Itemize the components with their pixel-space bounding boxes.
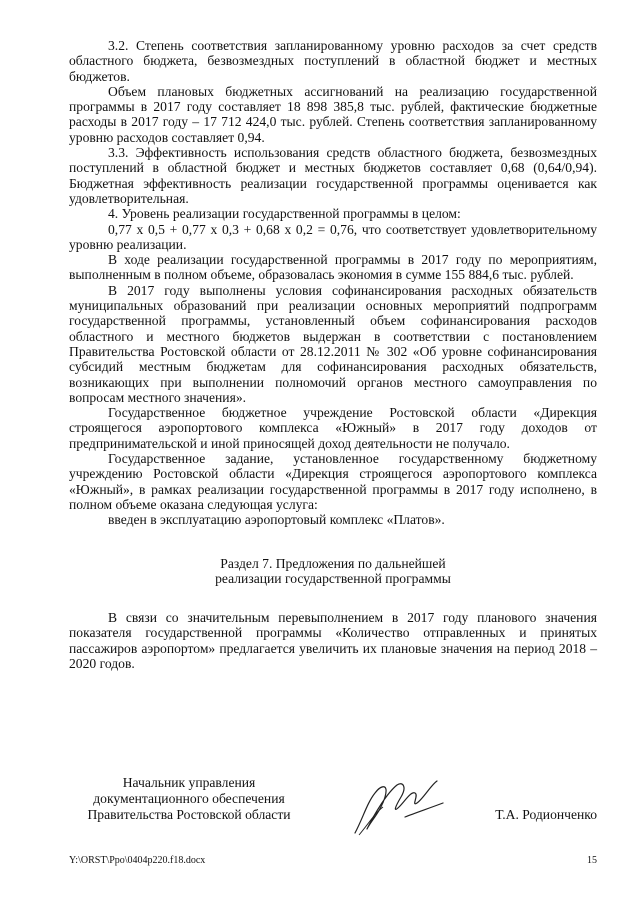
paragraph-savings: В ходе реализации государственной программы в 2017 году по мероприятиям, выполненным в полном объеме, образовалась экономия в сумме 155 884,6 тыс. рублей. [69, 252, 597, 283]
handwritten-signature [345, 763, 455, 843]
page-number: 15 [587, 855, 597, 866]
paragraph-state-task: Государственное задание, установленное государственному бюджетному учреждению Ростовской области «Дирекция строящегося аэропортового комплекса «Южный», в рамках реализации государственной программы в 2017 году исполнено, в полном объеме оказана следующая услуга: [69, 451, 597, 512]
position-line-3: Правительства Ростовской области [87, 807, 291, 822]
position-line-1: Начальник управления [122, 775, 256, 790]
section-heading-line-1: Раздел 7. Предложения по дальнейшей [220, 555, 446, 571]
signatory-name: Т.А. Родионченко [495, 807, 597, 822]
paragraph-4: 4. Уровень реализации государственной программы в целом: [108, 206, 461, 222]
signatory-position [69, 775, 309, 823]
paragraph-budget-volume: Объем плановых бюджетных ассигнований на реализацию государственной программы в 2017 году составляет 18 898 385,8 тыс. рублей, фактические бюджетные расходы в 2017 году – 17 712 424,0 тыс. рублей. Степень соответствия запланированному уровню расходов составляет 0,94. [69, 83, 597, 145]
signature-block [69, 775, 597, 845]
file-path: Y:\ORST\Ppo\0404p220.f18.docx [69, 855, 206, 866]
paragraph-cofinancing: В 2017 году выполнены условия софинансирования расходных обязательств муниципальных образований при реализации основных мероприятий подпрограмм государственной программы, установленный объем софинансирования расходов областного и местного бюджетов выдержан в соответствии с постановлением Правительства Ростовской области от 28.12.2011 № 302 «Об уровне софинансирования субсидий местным бюджетам для софинансирования расходных обязательств, возникающих при выполнении полномочий органов местного самоуправления по вопросам местного значения». [69, 282, 597, 405]
paragraph-service: введен в эксплуатацию аэропортовый комплекс «Платов». [108, 512, 445, 528]
section-heading-line-2: реализации государственной программы [215, 570, 451, 586]
paragraph-proposal: В связи со значительным перевыполнением в 2017 году планового значения показателя государственной программы «Количество отправленных и принятых пассажиров аэропортом» предлагается увеличить их плановые значения на период 2018 – 2020 годов. [69, 610, 597, 671]
paragraph-3-2: 3.2. Степень соответствия запланированному уровню расходов за счет средств областного бюджета, безвозмездных поступлений в областной бюджет и местных бюджетов. [69, 38, 597, 84]
paragraph-directorate-income: Государственное бюджетное учреждение Ростовской области «Дирекция строящегося аэропортового комплекса «Южный» в 2017 году доходов от предпринимательской и иной приносящей доход деятельности не получало. [69, 405, 597, 451]
document-body [69, 38, 597, 671]
section-7-heading [69, 556, 597, 587]
paragraph-3-3: 3.3. Эффективность использования средств областного бюджета, безвозмездных поступлений в областной бюджет и местных бюджетов составляет 0,68 (0,64/0,94). Бюджетная эффективность реализации государственной программы оценивается как удовлетворительная. [69, 145, 597, 206]
position-line-2: документационного обеспечения [93, 791, 285, 806]
paragraph-formula: 0,77 х 0,5 + 0,77 х 0,3 + 0,68 х 0,2 = 0,76, что соответствует удовлетворительному уровню реализации. [69, 221, 597, 252]
